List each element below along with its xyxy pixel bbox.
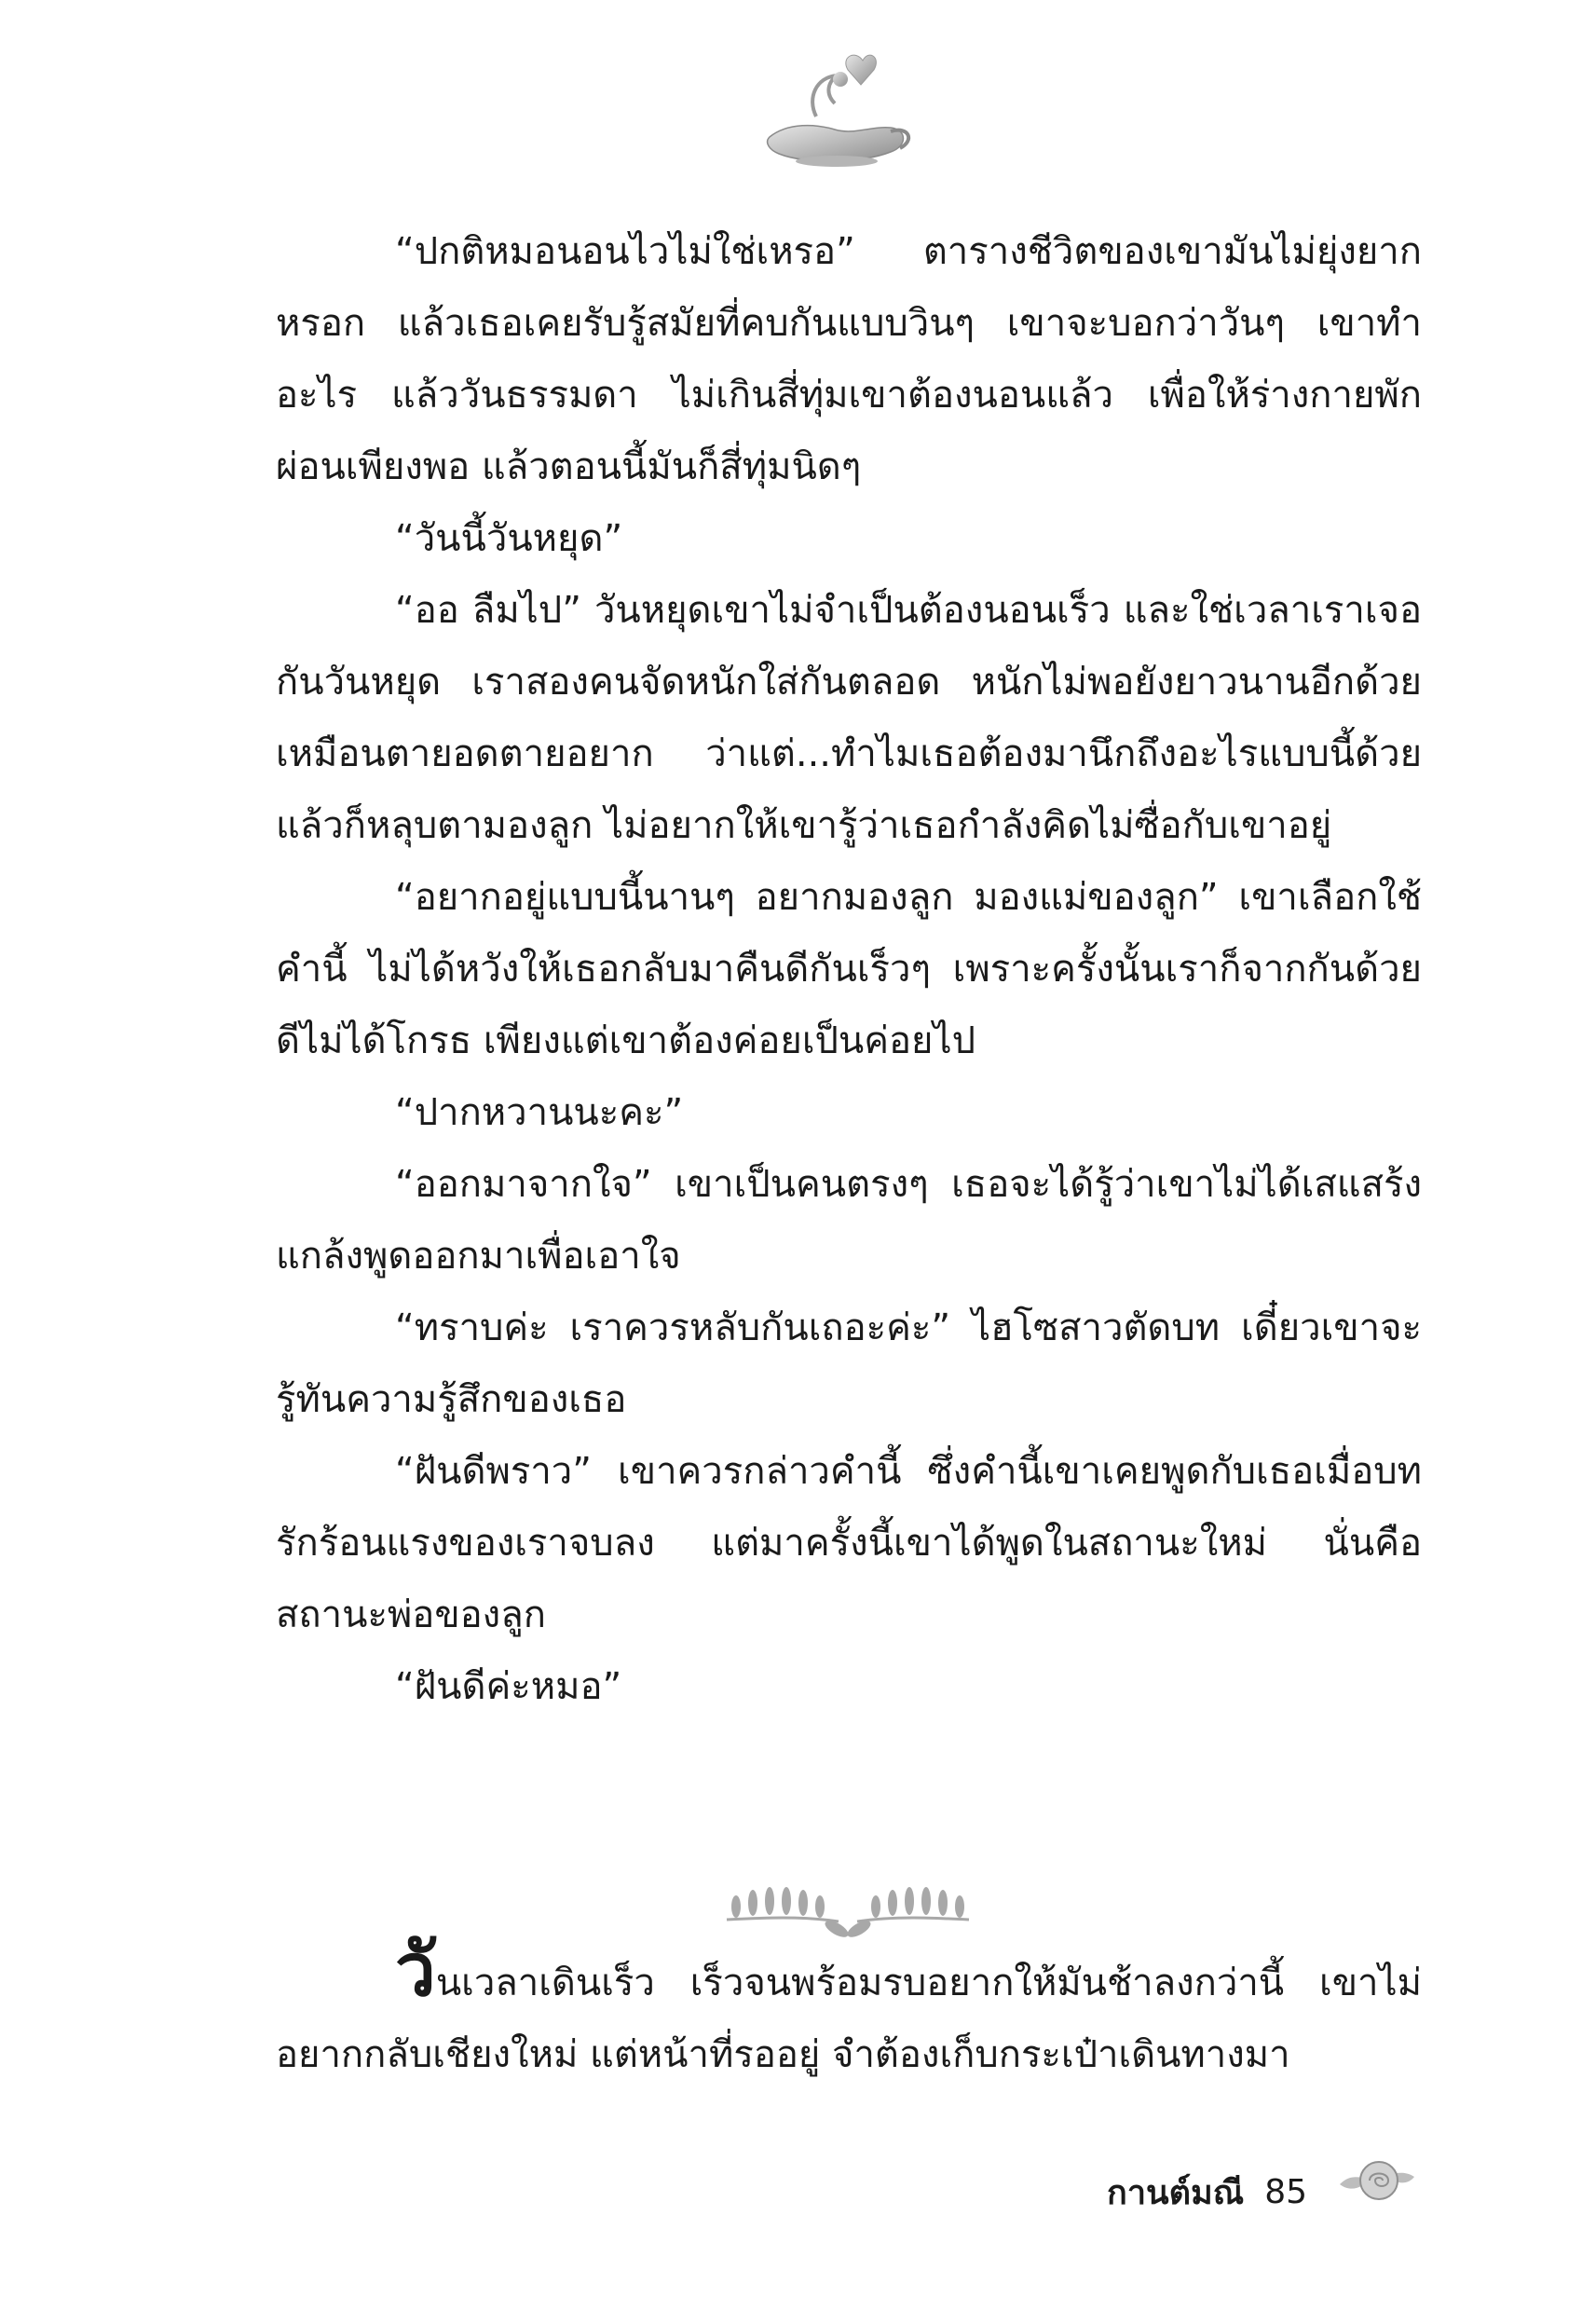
- book-title: กานต์มณี: [1107, 2174, 1245, 2212]
- page-number: 85: [1264, 2173, 1307, 2211]
- paragraph-1: “ปกติหมอนอนไวไม่ใช่เหรอ” ตารางชีวิตของเขามันไม่ยุ่งยากหรอก แล้วเธอเคยรับรู้สมัยที่คบกันแบบวินๆ เขาจะบอกว่าวันๆ เขาทำอะไร แล้ววันธรรมดา ไม่เกินสี่ทุ่มเขาต้องนอนแล้ว เพื่อให้ร่างกายพักผ่อนเพียงพอ แล้วตอนนี้มันก็สี่ทุ่มนิดๆ: [276, 230, 1422, 488]
- paragraph-8: “ฝันดีพราว” เขาควรกล่าวคำนี้ ซึ่งคำนี้เขาเคยพูดกับเธอเมื่อบทรักร้อนแรงของเราจบลง แต่มาครั้งนี้เขาได้พูดในสถานะใหม่ นั่นคือสถานะพ่อของลูก: [276, 1450, 1422, 1636]
- teapot-heart-ornament-icon: [751, 51, 919, 172]
- chapter-body-section-2: [276, 1929, 1422, 2091]
- paragraph-10-text: นเวลาเดินเร็ว เร็วจนพร้อมรบอยากให้มันช้าลงกว่านี้ เขาไม่อยากกลับเชียงใหม่ แต่หน้าที่รออยู่ จำต้องเก็บกระเป๋าเดินทางมา: [276, 1962, 1422, 2076]
- page-footer: [1107, 2166, 1307, 2219]
- rose-icon: [1334, 2153, 1420, 2208]
- leaf-branch-divider-icon: [708, 1873, 988, 1948]
- paragraph-10: [276, 1929, 1422, 2091]
- paragraph-4: “อยากอยู่แบบนี้นานๆ อยากมองลูก มองแม่ของลูก” เขาเลือกใช้คำนี้ ไม่ได้หวังให้เธอกลับมาคืนดีกันเร็วๆ เพราะครั้งนั้นเราก็จากกันด้วยดีไม่ได้โกรธ เพียงแต่เขาต้องค่อยเป็นค่อยไป: [276, 876, 1422, 1062]
- paragraph-2: “วันนี้วันหยุด”: [395, 517, 623, 560]
- paragraph-5: “ปากหวานนะคะ”: [395, 1091, 684, 1134]
- drop-cap: วั: [395, 1929, 436, 2013]
- paragraph-3: “ออ ลืมไป” วันหยุดเขาไม่จำเป็นต้องนอนเร็ว และใช่เวลาเราเจอกันวันหยุด เราสองคนจัดหนักใส่กันตลอด หนักไม่พอยังยาวนานอีกด้วย เหมือนตายอดตายอยาก ว่าแต่...ทำไมเธอต้องมานึกถึงอะไรแบบนี้ด้วย แล้วก็หลุบตามองลูก ไม่อยากให้เขารู้ว่าเธอกำลังคิดไม่ซื่อกับเขาอยู่: [276, 589, 1422, 847]
- paragraph-7: “ทราบค่ะ เราควรหลับกันเถอะค่ะ” ไฮโซสาวตัดบท เดี๋ยวเขาจะรู้ทันความรู้สึกของเธอ: [276, 1306, 1422, 1421]
- paragraph-6: “ออกมาจากใจ” เขาเป็นคนตรงๆ เธอจะได้รู้ว่าเขาไม่ได้เสแสร้งแกล้งพูดออกมาเพื่อเอาใจ: [276, 1163, 1422, 1278]
- chapter-body: [276, 216, 1422, 1723]
- paragraph-9: “ฝันดีค่ะหมอ”: [395, 1665, 622, 1708]
